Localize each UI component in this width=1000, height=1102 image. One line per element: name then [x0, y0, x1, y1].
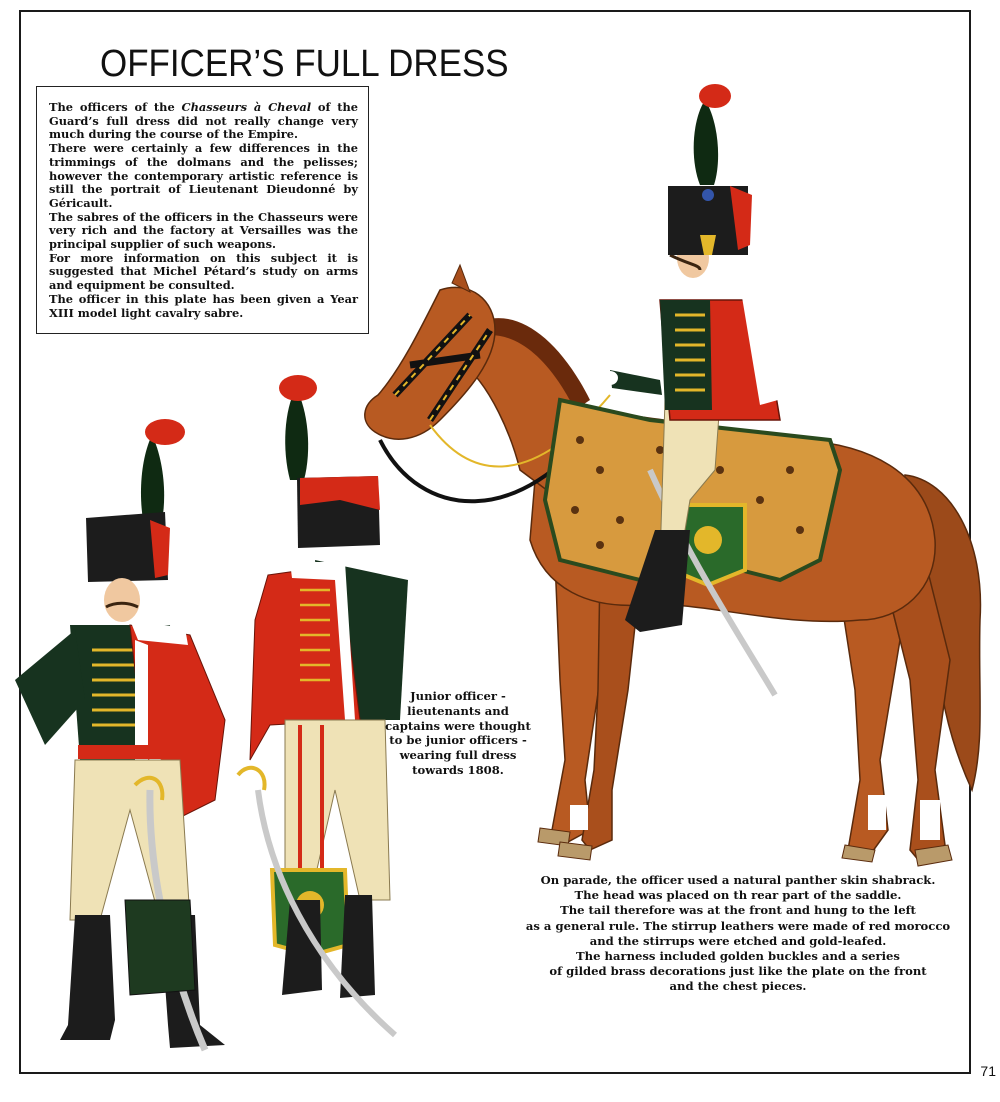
parade-caption-line: as a general rule. The stirrup leathers were made of red morocco: [525, 918, 951, 933]
page-title: OFFICER’S FULL DRESS: [100, 43, 509, 86]
intro-p1-unit-name: Chasseurs à Cheval: [181, 100, 312, 114]
intro-paragraph-2: There were certainly a few differences in the trimmings of the dolmans and the pelisses; however the contemporary artistic reference is still the portrait of Lieutenant Dieudonné by Géricault.: [49, 141, 358, 210]
intro-p1-start: The officers of the: [49, 100, 182, 114]
parade-caption-line: The harness included golden buckles and a series: [576, 949, 900, 964]
parade-caption-line: of gilded brass decorations just like the plate on the front: [549, 964, 927, 979]
parade-caption-line: and the stirrups were etched and gold-leafed.: [589, 933, 887, 948]
page-number: 71: [980, 1063, 996, 1079]
intro-paragraph-5: The officer in this plate has been given a Year XIII model light cavalry sabre.: [49, 291, 358, 320]
parade-caption-line: The tail therefore was at the front and hung to the left: [560, 903, 916, 918]
junior-officer-caption: Junior officer - lieutenants and captains were thought to be junior officers - wearing full dress towards 1808.: [385, 689, 531, 777]
parade-caption-line: On parade, the officer used a natural panther skin shabrack.: [540, 873, 936, 887]
parade-caption-line: and the chest pieces.: [669, 979, 807, 994]
parade-caption: [522, 873, 954, 995]
intro-paragraph-3: The sabres of the officers in the Chasseurs were very rich and the factory at Versailles was the principal supplier of such weapons.: [49, 209, 358, 252]
front-officer-illustration: [15, 419, 225, 1050]
intro-paragraph-4: For more information on this subject it is suggested that Michel Pétard’s study on arms and equipment be consulted.: [49, 250, 358, 293]
intro-p1-end: of the Guard’s full dress did not really change very much during the course of the Empire.: [49, 100, 359, 142]
parade-caption-line: The head was placed on th rear part of the saddle.: [574, 888, 902, 903]
